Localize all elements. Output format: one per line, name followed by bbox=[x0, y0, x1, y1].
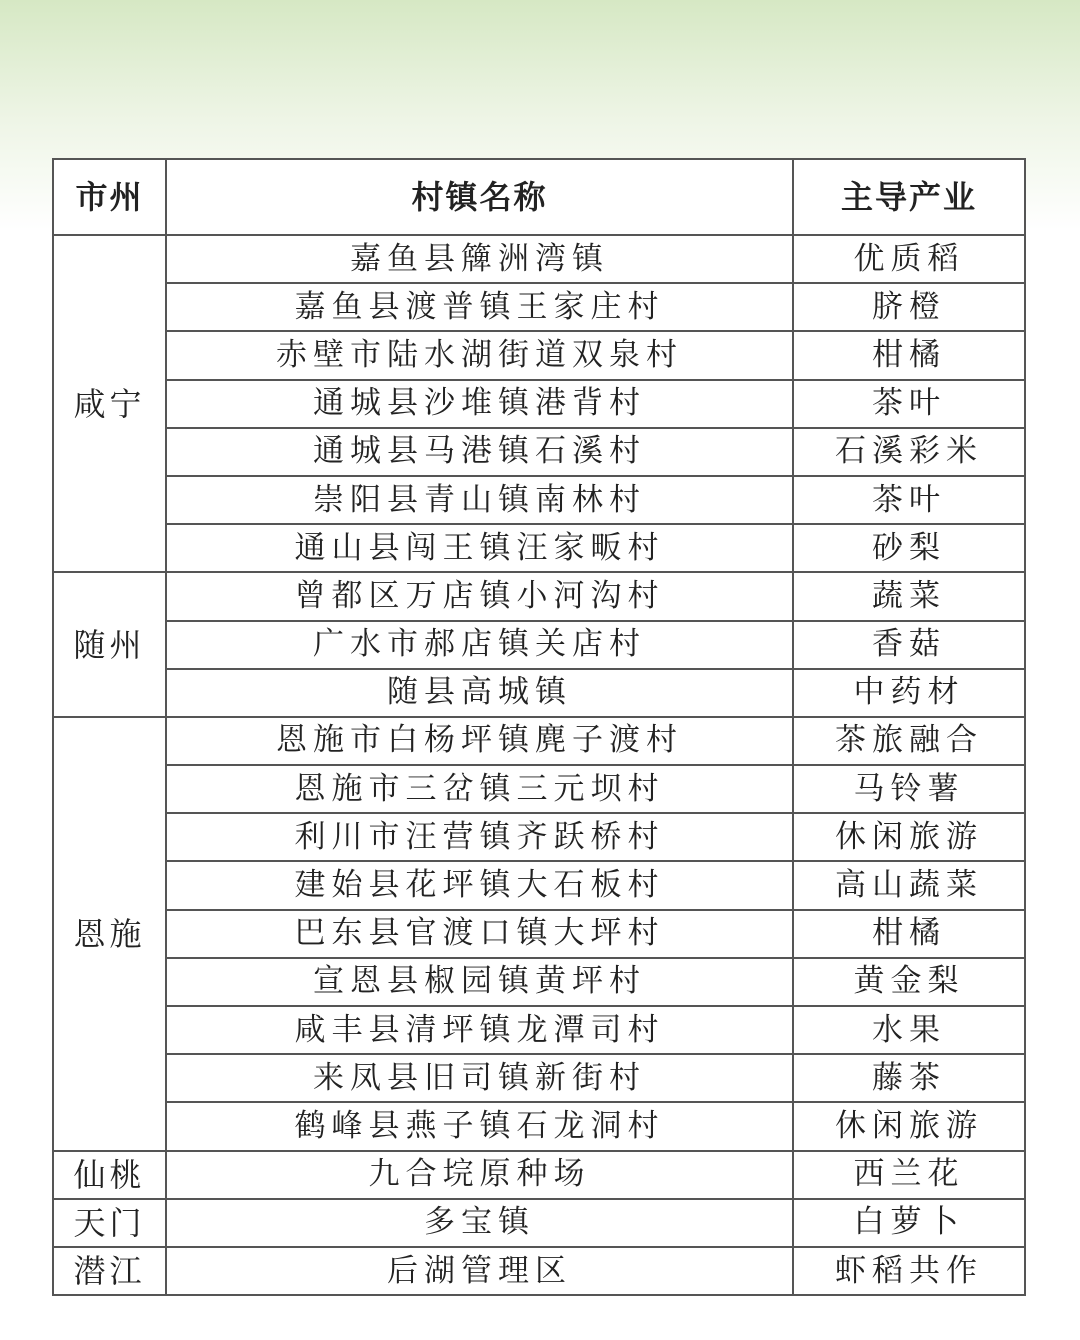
industry-cell: 柑橘 bbox=[793, 910, 1025, 958]
industry-cell: 马铃薯 bbox=[793, 765, 1025, 813]
header-row bbox=[53, 159, 1025, 235]
table-row bbox=[53, 765, 1025, 813]
village-name-cell: 恩施市三岔镇三元坝村 bbox=[166, 765, 793, 813]
village-name-cell: 嘉鱼县簰洲湾镇 bbox=[166, 235, 793, 283]
table-row bbox=[53, 813, 1025, 861]
table-row bbox=[53, 428, 1025, 476]
table-row bbox=[53, 1006, 1025, 1054]
industry-cell: 高山蔬菜 bbox=[793, 861, 1025, 909]
city-cell: 潜江 bbox=[53, 1247, 166, 1295]
industry-cell: 白萝卜 bbox=[793, 1199, 1025, 1247]
village-name-cell: 赤壁市陆水湖街道双泉村 bbox=[166, 331, 793, 379]
village-name-cell: 恩施市白杨坪镇麂子渡村 bbox=[166, 717, 793, 765]
village-name-cell: 通城县沙堆镇港背村 bbox=[166, 380, 793, 428]
industry-cell: 茶叶 bbox=[793, 380, 1025, 428]
village-name-cell: 通山县闯王镇汪家畈村 bbox=[166, 524, 793, 572]
city-cell: 天门 bbox=[53, 1199, 166, 1247]
village-name-cell: 崇阳县青山镇南林村 bbox=[166, 476, 793, 524]
industry-cell: 黄金梨 bbox=[793, 958, 1025, 1006]
industry-cell: 水果 bbox=[793, 1006, 1025, 1054]
table-row bbox=[53, 910, 1025, 958]
industry-cell: 休闲旅游 bbox=[793, 1102, 1025, 1150]
document-sheet bbox=[52, 158, 1024, 1296]
industry-cell: 虾稻共作 bbox=[793, 1247, 1025, 1295]
table-row bbox=[53, 621, 1025, 669]
table-row bbox=[53, 717, 1025, 765]
village-name-cell: 随县高城镇 bbox=[166, 669, 793, 717]
village-name-cell: 鹤峰县燕子镇石龙洞村 bbox=[166, 1102, 793, 1150]
village-name-cell: 多宝镇 bbox=[166, 1199, 793, 1247]
table-row bbox=[53, 235, 1025, 283]
village-name-cell: 利川市汪营镇齐跃桥村 bbox=[166, 813, 793, 861]
industry-cell: 休闲旅游 bbox=[793, 813, 1025, 861]
table-body bbox=[53, 235, 1025, 1295]
industry-cell: 茶旅融合 bbox=[793, 717, 1025, 765]
table-row bbox=[53, 1247, 1025, 1295]
table-row bbox=[53, 1151, 1025, 1199]
industry-cell: 砂梨 bbox=[793, 524, 1025, 572]
city-cell: 仙桃 bbox=[53, 1151, 166, 1199]
village-name-cell: 来凤县旧司镇新街村 bbox=[166, 1054, 793, 1102]
table-row bbox=[53, 1054, 1025, 1102]
village-name-cell: 巴东县官渡口镇大坪村 bbox=[166, 910, 793, 958]
village-name-cell: 九合垸原种场 bbox=[166, 1151, 793, 1199]
village-name-cell: 通城县马港镇石溪村 bbox=[166, 428, 793, 476]
village-name-cell: 建始县花坪镇大石板村 bbox=[166, 861, 793, 909]
industry-cell: 脐橙 bbox=[793, 283, 1025, 331]
village-name-cell: 后湖管理区 bbox=[166, 1247, 793, 1295]
table-row bbox=[53, 1199, 1025, 1247]
city-cell: 咸宁 bbox=[53, 235, 166, 572]
table-row bbox=[53, 380, 1025, 428]
table-row bbox=[53, 1102, 1025, 1150]
table-row bbox=[53, 669, 1025, 717]
city-cell: 随州 bbox=[53, 572, 166, 717]
village-name-cell: 咸丰县清坪镇龙潭司村 bbox=[166, 1006, 793, 1054]
industry-cell: 茶叶 bbox=[793, 476, 1025, 524]
table-row bbox=[53, 331, 1025, 379]
header-city: 市州 bbox=[53, 159, 166, 235]
table-row bbox=[53, 476, 1025, 524]
industry-cell: 优质稻 bbox=[793, 235, 1025, 283]
header-village-name: 村镇名称 bbox=[166, 159, 793, 235]
industry-cell: 石溪彩米 bbox=[793, 428, 1025, 476]
table-row bbox=[53, 572, 1025, 620]
header-industry: 主导产业 bbox=[793, 159, 1025, 235]
industry-cell: 藤茶 bbox=[793, 1054, 1025, 1102]
table-row bbox=[53, 958, 1025, 1006]
village-industry-table bbox=[52, 158, 1026, 1296]
table-row bbox=[53, 283, 1025, 331]
industry-cell: 西兰花 bbox=[793, 1151, 1025, 1199]
village-name-cell: 嘉鱼县渡普镇王家庄村 bbox=[166, 283, 793, 331]
industry-cell: 蔬菜 bbox=[793, 572, 1025, 620]
table-row bbox=[53, 861, 1025, 909]
village-name-cell: 宣恩县椒园镇黄坪村 bbox=[166, 958, 793, 1006]
village-name-cell: 曾都区万店镇小河沟村 bbox=[166, 572, 793, 620]
industry-cell: 香菇 bbox=[793, 621, 1025, 669]
village-name-cell: 广水市郝店镇关店村 bbox=[166, 621, 793, 669]
industry-cell: 柑橘 bbox=[793, 331, 1025, 379]
table-row bbox=[53, 524, 1025, 572]
industry-cell: 中药材 bbox=[793, 669, 1025, 717]
city-cell: 恩施 bbox=[53, 717, 166, 1151]
